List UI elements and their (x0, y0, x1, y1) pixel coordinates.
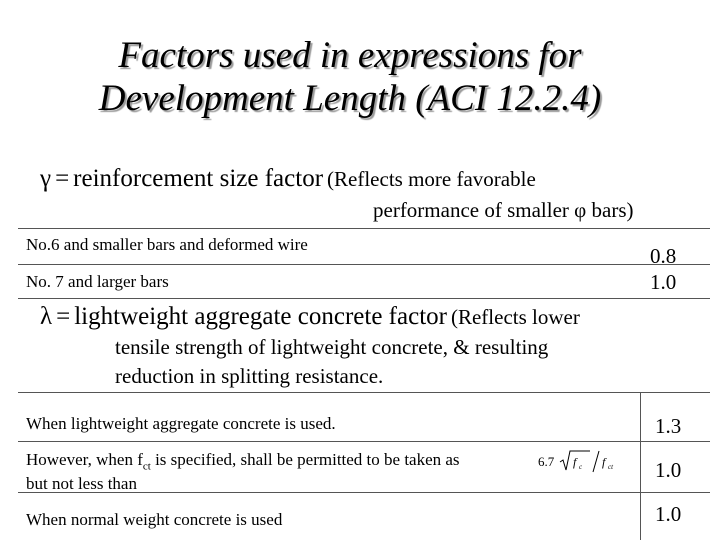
lambda-heading (40, 303, 580, 331)
gamma-heading (40, 165, 536, 193)
formula-division-slash (593, 451, 599, 472)
lambda-row-3-label: When normal weight concrete is used (26, 510, 283, 529)
lambda-equals: = (56, 303, 71, 330)
gamma-note-line-1: (Reflects more favorable (327, 167, 536, 191)
gamma-symbol: γ (40, 165, 52, 192)
lambda-row-3-value: 1.0 (655, 502, 682, 526)
lambda-row-2-label-line-2: but not less than (26, 474, 137, 493)
lambda-row-2-label-a: However, when f (26, 450, 143, 469)
lambda-symbol: λ (40, 303, 53, 330)
lambda-factor-name: lightweight aggregate concrete factor (74, 303, 447, 330)
lambda-note-line-2: tensile strength of lightweight concrete, & resulting (115, 335, 549, 359)
lambda-row-2-value: 1.0 (655, 458, 682, 482)
title-line-1: Factors used in expressions for (118, 35, 582, 76)
gamma-row-2-value: 1.0 (650, 270, 677, 294)
lambda-row-2-label-subscript: ct (142, 460, 151, 473)
gamma-note-line-2: performance of smaller φ bars) (373, 198, 634, 222)
lambda-note-line-1: (Reflects lower (450, 305, 580, 329)
gamma-table-top-rule (18, 228, 710, 229)
gamma-row-2-label: No. 7 and larger bars (26, 272, 169, 291)
lambda-row-2-label-b: is specified, shall be permitted to be taken as (150, 450, 460, 469)
lambda-table-top-rule (18, 392, 710, 393)
formula-f-c: f (573, 455, 577, 469)
formula-f-ct-subscript: ct (608, 463, 614, 471)
gamma-factor-name: reinforcement size factor (73, 165, 324, 192)
gamma-table-mid-rule (18, 264, 710, 265)
formula-sqrt-fc-over-fct (538, 448, 628, 476)
formula-f-c-subscript: c (579, 463, 583, 471)
lambda-row-1-label: When lightweight aggregate concrete is used. (26, 414, 336, 433)
lambda-row-1-value: 1.3 (655, 414, 682, 438)
formula-f-ct: f (602, 455, 606, 469)
title-line-2: Development Length (ACI 12.2.4) (98, 78, 602, 119)
gamma-table-bottom-rule (18, 298, 710, 299)
lambda-table-rule-2 (18, 492, 710, 493)
lambda-table-column-rule (640, 392, 641, 540)
lambda-row-2-label (26, 450, 460, 472)
slide-title (0, 34, 700, 120)
gamma-equals: = (55, 165, 70, 192)
gamma-row-1-label: No.6 and smaller bars and deformed wire (26, 235, 308, 254)
lambda-table-rule-1 (18, 441, 710, 442)
gamma-row-1-value: 0.8 (650, 244, 677, 268)
lambda-note-line-3: reduction in splitting resistance. (115, 364, 384, 388)
formula-coefficient: 6.7 (538, 454, 555, 469)
